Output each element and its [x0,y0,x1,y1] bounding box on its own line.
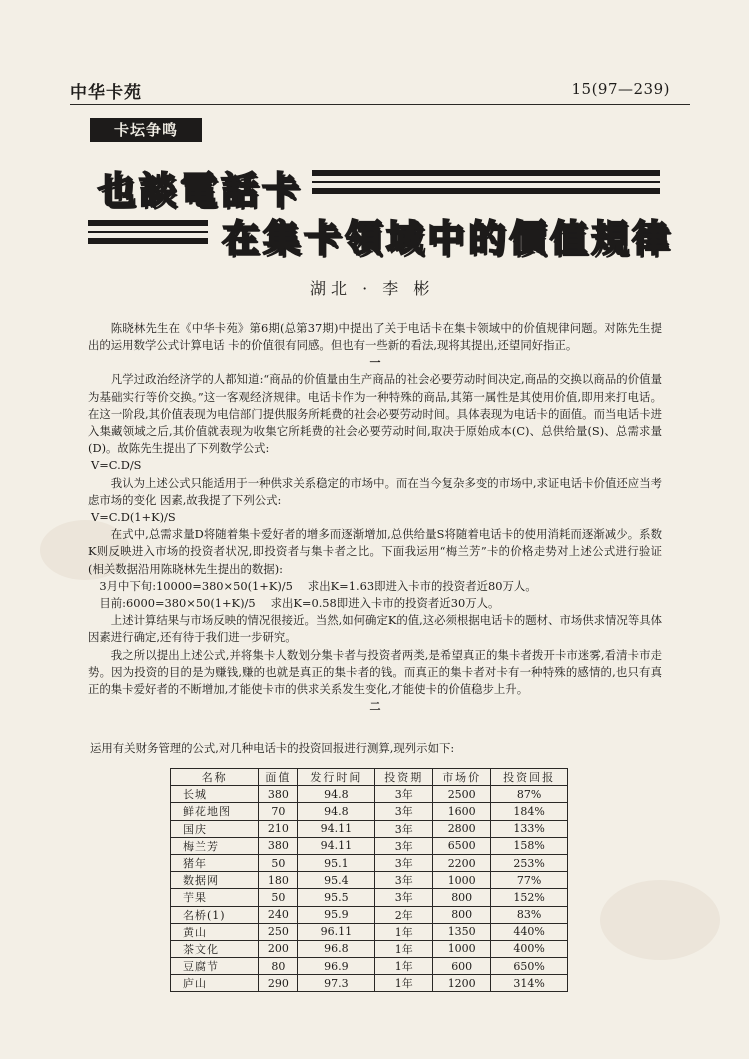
column-header: 市场价 [433,769,491,786]
table-cell: 鲜花地图 [171,803,259,820]
table-cell: 1200 [433,975,491,992]
table-cell: 400% [491,940,568,957]
article-title-line-2: 在集卡領域中的價值規律 [222,217,673,260]
table-cell: 70 [259,803,298,820]
table-cell: 95.9 [298,906,375,923]
section-number: 二 [369,700,381,714]
title-decorative-rules [312,170,660,199]
table-cell: 650% [491,958,568,975]
table-cell: 猪年 [171,854,259,871]
table-cell: 133% [491,820,568,837]
table-cell: 95.4 [298,872,375,889]
table-row [171,854,568,871]
table-row [171,889,568,906]
table-cell: 95.5 [298,889,375,906]
column-header: 投资期 [375,769,433,786]
table-cell: 158% [491,837,568,854]
table-cell: 3年 [375,837,433,854]
table-cell: 290 [259,975,298,992]
table-cell: 2年 [375,906,433,923]
table-cell: 380 [259,837,298,854]
table-cell: 210 [259,820,298,837]
formula: V=C.D/S [91,458,142,473]
table-row [171,786,568,803]
table-row [171,940,568,957]
table-cell: 3年 [375,803,433,820]
table-cell: 3年 [375,872,433,889]
table-cell: 1年 [375,975,433,992]
table-cell: 1000 [433,940,491,957]
table-cell: 96.9 [298,958,375,975]
table-cell: 1年 [375,958,433,975]
table-row [171,958,568,975]
table-cell: 名桥(1) [171,906,259,923]
paragraph: 陈晓林先生在《中华卡苑》第6期(总第37期)中提出了关于电话卡在集卡领域中的价值规律问题。对陈先生提出的运用数学公式计算电话 卡的价值很有同感。但也有一些新的看法,现将其提出,还望同好指正。 [88,321,662,353]
table-cell: 3年 [375,889,433,906]
table-row [171,872,568,889]
table-intro: 运用有关财务管理的公式,对几种电话卡的投资回报进行测算,现列示如下: [90,741,455,755]
table-cell: 1000 [433,872,491,889]
column-header: 名称 [171,769,259,786]
masthead [70,78,690,105]
table-cell: 240 [259,906,298,923]
table-cell: 96.11 [298,923,375,940]
table-cell: 184% [491,803,568,820]
table-cell: 3年 [375,820,433,837]
table-row [171,975,568,992]
table-cell: 97.3 [298,975,375,992]
table-cell: 600 [433,958,491,975]
table-cell: 1年 [375,940,433,957]
table-cell: 豆腐节 [171,958,259,975]
table-cell: 800 [433,906,491,923]
magazine-name: 中华卡苑 [70,83,142,103]
article-body [88,320,662,715]
table-cell: 50 [259,854,298,871]
paragraph: 我认为上述公式只能适用于一种供求关系稳定的市场中。而在当今复杂多变的市场中,求证电话卡价值还应当考虑市场的变化 因素,故我提了下列公式: [88,475,662,507]
issue-number: 15(97—239) [571,80,670,98]
section-number: 一 [369,356,381,370]
table-cell: 77% [491,872,568,889]
paragraph: 我之所以提出上述公式,并将集卡人数划分集卡者与投资者两类,是希望真正的集卡者拨开卡市迷雾,看清卡市走势。因为投资的目的是为赚钱,赚的也就是真正的集卡者的钱。而真正的集卡者对卡有一种特殊的感情的,也只有真正的集卡爱好者的不断增加,才能使卡市的供求关系发生变化,才能使卡的价值稳步上升。 [88,647,662,697]
table-cell: 80 [259,958,298,975]
table-row [171,923,568,940]
table-cell: 96.8 [298,940,375,957]
table-cell: 50 [259,889,298,906]
column-header: 发行时间 [298,769,375,786]
table-cell: 芋果 [171,889,259,906]
table-cell: 数据网 [171,872,259,889]
table-cell: 3年 [375,786,433,803]
table-cell: 2500 [433,786,491,803]
formula: V=C.D(1+K)/S [91,510,176,525]
table-cell: 250 [259,923,298,940]
table-cell: 800 [433,889,491,906]
table-header-row [171,769,568,786]
table-cell: 2800 [433,820,491,837]
table-cell: 1600 [433,803,491,820]
investment-return-table [170,768,568,992]
table-cell: 3年 [375,854,433,871]
paragraph: 在式中,总需求量D将随着集卡爱好者的增多而逐渐增加,总供给量S将随着电话卡的使用消耗而逐渐减少。系数K则反映进入市场的投资者状况,即投资者与集卡者之比。下面我运用“梅兰芳”卡的价格走势对上述公式进行验证(相关数据沿用陈晓林先生提出的数据): [88,527,662,576]
table-cell: 6500 [433,837,491,854]
table-cell: 440% [491,923,568,940]
paper-stain [600,880,720,960]
table-cell: 梅兰芳 [171,837,259,854]
table-cell: 2200 [433,854,491,871]
table-row [171,820,568,837]
table-cell: 87% [491,786,568,803]
title-decorative-rules [88,220,208,249]
author-byline: 湖北 · 李 彬 [310,279,435,298]
table-cell: 黄山 [171,923,259,940]
table-cell: 83% [491,906,568,923]
table-cell: 152% [491,889,568,906]
article-title-line-1: 也談電話卡 [98,169,303,212]
column-header: 投资回报 [491,769,568,786]
table-cell: 95.1 [298,854,375,871]
table-cell: 253% [491,854,568,871]
column-header: 面值 [259,769,298,786]
paragraph: 上述计算结果与市场反映的情况很接近。当然,如何确定K的值,这必须根据电话卡的题材、市场供求情况等具体因素进行确定,还有待于我们进一步研究。 [88,613,662,645]
table-row [171,803,568,820]
table-cell: 94.11 [298,837,375,854]
table-cell: 长城 [171,786,259,803]
table-row [171,837,568,854]
table-cell: 茶文化 [171,940,259,957]
table-cell: 94.8 [298,786,375,803]
table-cell: 94.11 [298,820,375,837]
paragraph: 目前:6000=380×50(1+K)/5 求出K=0.58即进入卡市的投资者近30万人。 [99,596,500,611]
table-cell: 庐山 [171,975,259,992]
paragraph: 3月中下旬:10000=380×50(1+K)/5 求出K=1.63即进入卡市的投资者近80万人。 [99,578,537,593]
table-cell: 国庆 [171,820,259,837]
column-badge: 卡坛争鸣 [90,118,202,142]
paragraph: 凡学过政治经济学的人都知道:“商品的价值量由生产商品的社会必要劳动时间决定,商品的交换以商品的价值量为基础实行等价交换。”这一客观经济规律。电话卡作为一种特殊的商品,其第一属性是其使用价值,即用来打电话。在这一阶段,其价值表现为电信部门提供服务所耗费的社会必要劳动时间。具体表现为电话卡的面值。而当电话卡进入集藏领域之后,其价值就表现为收集它所耗费的社会必要劳动时间,取决于原始成本(C)、总供给量(S)、总需求量(D)。故陈先生提出了下列数学公式: [88,372,662,456]
table-cell: 180 [259,872,298,889]
table-cell: 1350 [433,923,491,940]
table-cell: 200 [259,940,298,957]
table-cell: 1年 [375,923,433,940]
table-cell: 380 [259,786,298,803]
table-row [171,906,568,923]
table-cell: 314% [491,975,568,992]
table-cell: 94.8 [298,803,375,820]
